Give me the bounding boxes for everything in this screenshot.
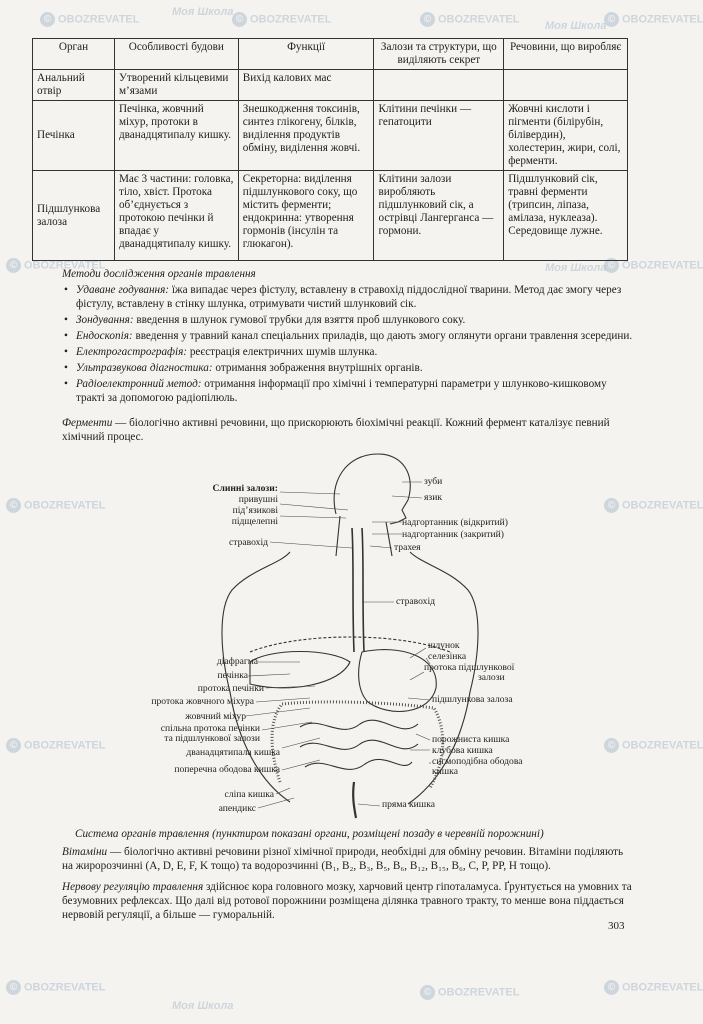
method-text: отримання інформації про хімічні і температурні параметри у шлунково-кишковому тракті за допомогою радіопілюль. [76, 378, 607, 404]
watermark: Моя Школа [172, 6, 234, 18]
table-header: Залози та структури, що виділяють секрет [374, 39, 504, 70]
table-cell-organ: Печінка [33, 101, 115, 171]
method-text: отримання зображення внутрішніх органів. [212, 362, 423, 374]
watermark: © OBOZREVATEL [6, 258, 105, 273]
label-sublingual: під’язикові [232, 505, 278, 516]
label-trachea: трахея [394, 542, 421, 553]
watermark: © OBOZREVATEL [420, 12, 519, 27]
table-cell: Клітини печінки — гепатоцити [374, 101, 504, 171]
table-row [33, 101, 628, 171]
label-stomach: шлунок [428, 640, 460, 651]
label-duodenum: дванадцятипала кишка [186, 747, 280, 758]
list-item [62, 345, 634, 359]
method-term: Електрогастрографія: [76, 346, 188, 358]
watermark: Моя Школа [172, 1000, 234, 1012]
table-cell: Знешкодження токсинів, синтез глікогену, білків, виділення продуктів обміну, виділення жовчі. [238, 101, 374, 171]
label-epiglottis-closed: надгортанник (закритий) [402, 529, 504, 540]
digestive-system-figure [140, 452, 550, 822]
label-diaphragm: діафрагма [216, 656, 258, 667]
vitamins-paragraph [62, 845, 632, 873]
table-cell: Секреторна: виділення підшлункового соку, що містить ферменти; ендокринна: утворення гормонів (інсулін та глюкагон). [238, 171, 374, 261]
digestive-organs-table [32, 38, 628, 261]
label-sigmoid-colon: сигмоподібна ободова [432, 756, 523, 767]
table-cell: Утворений кільцевими м’язами [114, 70, 238, 101]
label-rectum: пряма кишка [382, 799, 435, 810]
label-liver: печінка [217, 670, 248, 681]
method-text: їжа випадає через фістулу, вставлену в стравохід піддослідної тварини. Метод дає змогу через фістулу, вставлену в стінку шлунка, отримувати чистий шлунковий сік. [76, 284, 622, 310]
figure-caption: Система органів травлення (пунктиром показані органи, розміщені позаду в черевній порожнині) [75, 828, 544, 840]
table-header: Функції [238, 39, 374, 70]
label-epiglottis-open: надгортанник (відкритий) [402, 517, 508, 528]
table-cell: Жовчні кислоти і пігменти (білірубін, білівердин), холестерин, жири, солі, ферменти. [504, 101, 628, 171]
list-item [62, 361, 634, 375]
method-term: Радіоелектронний метод: [76, 378, 202, 390]
watermark: Моя Школа [545, 20, 607, 32]
methods-list [62, 283, 634, 407]
watermark: © OBOZREVATEL [604, 498, 703, 513]
method-term: Ультразвукова діагностика: [76, 362, 213, 374]
method-term: Удаване годування: [76, 284, 170, 296]
table-cell-organ: Підшлункова залоза [33, 171, 115, 261]
watermark: © OBOZREVATEL [232, 12, 331, 27]
label-common-duct: спільна протока печінки [160, 723, 260, 734]
watermark: © OBOZREVATEL [604, 980, 703, 995]
table-cell: Вихід калових мас [238, 70, 374, 101]
table-cell-organ: Анальний отвір [33, 70, 115, 101]
label-tongue: язик [424, 492, 442, 503]
watermark: © OBOZREVATEL [6, 980, 105, 995]
ferments-term: Ферменти [62, 417, 113, 429]
label-pancreatic-duct: протока підшлункової [424, 662, 515, 673]
vitamins-term: Вітаміни [62, 846, 108, 858]
regulation-term: Нервову регуляцію травлення [62, 881, 204, 893]
list-item [62, 377, 634, 405]
label-pancreatic-duct-2: залози [478, 672, 505, 683]
watermark: © OBOZREVATEL [604, 12, 703, 27]
vitamins-text: — біологічно активні речовини різної хімічної природи, необхідні для обміну речовин. Вітаміни поділяють на жиророзчинні (A, D, E, F, K тощо) та водорозчинні (B₁, B₂, B₃, B₅, B₆, B₁₂, B₁₅, B₆, C, P, PP, H тощо). [62, 846, 624, 872]
label-esophagus-top: стравохід [229, 537, 268, 548]
method-term: Ендоскопія: [76, 330, 133, 342]
method-text: введення у травний канал спеціальних приладів, що дають змогу оглянути органи травлення зсередини. [132, 330, 633, 342]
label-salivary-glands: Слинні залози: [212, 483, 278, 494]
method-text: введення в шлунок гумової трубки для взяття проб шлункового соку. [133, 314, 466, 326]
list-item [62, 329, 634, 343]
table-header: Речовини, що виробляє [504, 39, 628, 70]
label-jejunum: порожниста кишка [432, 734, 510, 745]
label-esophagus: стравохід [396, 596, 435, 607]
label-common-duct-2: та підшлункової залози [164, 733, 260, 744]
page-number: 303 [608, 920, 625, 932]
label-teeth: зуби [424, 476, 443, 487]
list-item [62, 283, 634, 311]
watermark: © OBOZREVATEL [604, 258, 703, 273]
watermark: © OBOZREVATEL [6, 738, 105, 753]
table-header-row [33, 39, 628, 70]
table-row [33, 70, 628, 101]
table-cell [374, 70, 504, 101]
watermark: © OBOZREVATEL [420, 985, 519, 1000]
watermark: © OBOZREVATEL [604, 738, 703, 753]
methods-title: Методи дослідження органів травлення [62, 268, 256, 280]
label-cecum: сліпа кишка [224, 789, 274, 800]
watermark: © OBOZREVATEL [40, 12, 139, 27]
label-gallbladder: жовчний міхур [185, 711, 246, 722]
regulation-paragraph [62, 880, 632, 922]
regulation-text: здійснює кора головного мозку, харчовий центр гіпоталамуса. Ґрунтується на умовних та безумовних рефлексах. Що далі від ротової порожнини розміщена ділянка травного тракту, то менше вона піддається нервовій регуляції, а більше — гуморальній. [62, 881, 632, 921]
label-parotid: привушні [238, 494, 278, 505]
method-text: реєстрація електричних шумів шлунка. [187, 346, 378, 358]
table-row [33, 171, 628, 261]
label-sigmoid-colon-2: кишка [432, 766, 458, 777]
table-cell: Має 3 частини: головка, тіло, хвіст. Протока об’єднується з протокою печінки й впадає у дванадцятипалу кишку. [114, 171, 238, 261]
label-appendix: апендикс [218, 803, 256, 814]
table-header: Особливості будови [114, 39, 238, 70]
label-spleen: селезінка [428, 651, 467, 662]
list-item [62, 313, 634, 327]
watermark: Моя Школа [545, 262, 607, 274]
table-cell: Клітини залози виробляють підшлунковий сік, а острівці Лангерганса — гормони. [374, 171, 504, 261]
table-header: Орган [33, 39, 115, 70]
ferments-text: — біологічно активні речовини, що прискорюють біохімічні реакції. Кожний фермент каталізує певний хімічний процес. [62, 417, 610, 443]
table-cell: Підшлунковий сік, травні ферменти (трипсин, ліпаза, амілаза, нуклеаза). Середовище лужне. [504, 171, 628, 261]
ferments-paragraph [62, 416, 632, 444]
table-cell: Печінка, жовчний міхур, протоки в дванадцятипалу кишку. [114, 101, 238, 171]
table-cell [504, 70, 628, 101]
method-term: Зондування: [76, 314, 134, 326]
label-liver-duct: протока печінки [197, 683, 264, 694]
label-pancreas: підшлункова залоза [432, 694, 513, 705]
label-gallbladder-duct: протока жовчного міхура [151, 696, 254, 707]
watermark: © OBOZREVATEL [6, 498, 105, 513]
label-transverse-colon: поперечна ободова кишка [174, 764, 280, 775]
label-submandibular: підщелепні [231, 516, 278, 527]
label-ileum: клубова кишка [432, 745, 493, 756]
